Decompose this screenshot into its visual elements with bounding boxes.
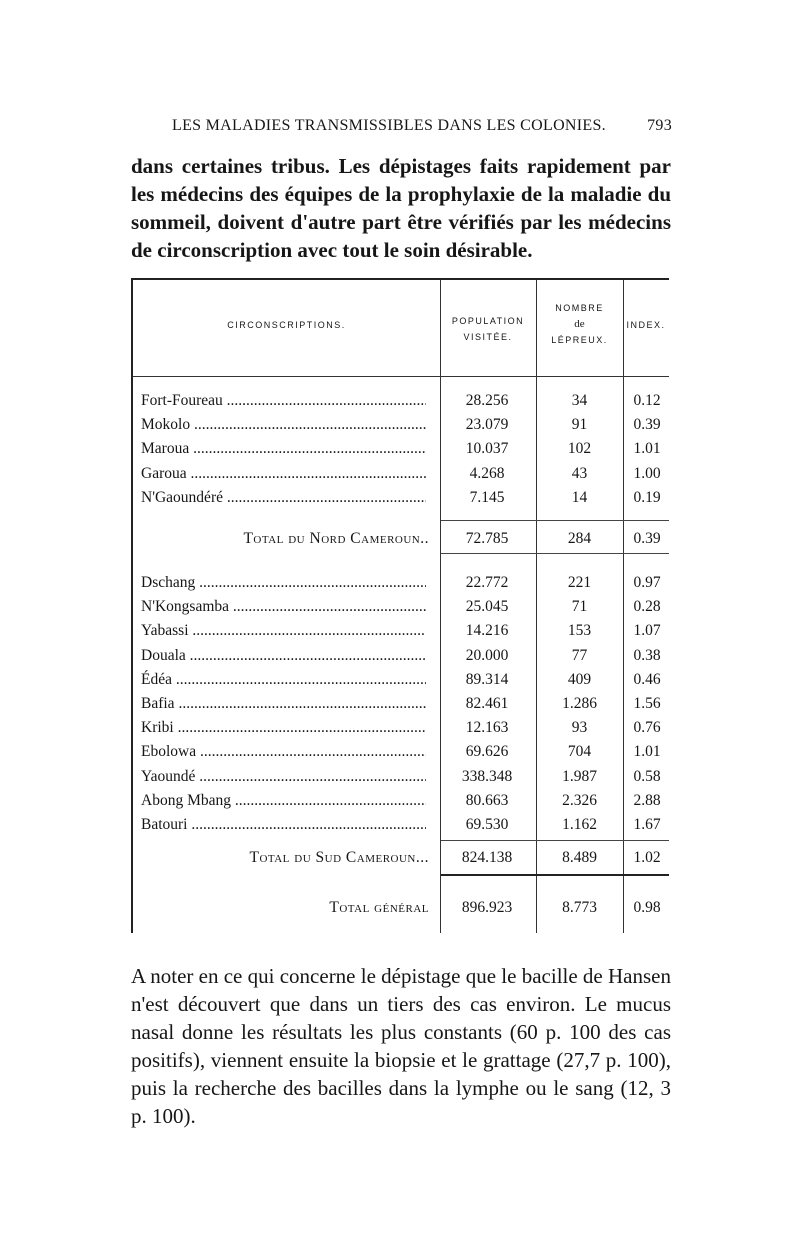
header-population bbox=[440, 313, 536, 345]
header-population-line1: POPULATION bbox=[451, 316, 525, 326]
lepreux-cell: 704 bbox=[567, 743, 592, 761]
lepreux-cell: 102 bbox=[567, 440, 592, 458]
lepreux-cell: 2.326 bbox=[562, 791, 597, 809]
subtotal-rule bbox=[441, 553, 669, 554]
population-cell: 7.145 bbox=[469, 488, 505, 506]
circonscription-name: Garoua ..... bbox=[141, 463, 426, 485]
north-total-lepreux: 284 bbox=[567, 530, 592, 547]
circonscription-name: Kribi ..... bbox=[141, 717, 426, 739]
circonscription-name: Maroua ..... bbox=[141, 438, 426, 460]
index-cell: 0.97 bbox=[633, 574, 661, 591]
index-cell: 1.67 bbox=[633, 816, 661, 833]
table-row bbox=[133, 645, 669, 667]
header-nombre-line3: LÉPREUX. bbox=[551, 335, 608, 345]
table-row bbox=[133, 438, 669, 460]
circonscription-name: Yaoundé ..... bbox=[141, 766, 426, 788]
index-cell: 0.28 bbox=[633, 598, 661, 616]
lepreux-cell: 1.987 bbox=[562, 767, 597, 785]
table-row bbox=[133, 717, 669, 739]
grand-total-row bbox=[133, 897, 669, 919]
lepreux-cell: 71 bbox=[571, 598, 588, 616]
table-row bbox=[133, 766, 669, 788]
population-cell: 14.216 bbox=[465, 622, 509, 640]
table-row bbox=[133, 390, 669, 412]
table-row bbox=[133, 487, 669, 509]
grand-total-label: Total général bbox=[329, 899, 429, 916]
table-row bbox=[133, 463, 669, 485]
lepreux-cell: 409 bbox=[567, 670, 592, 688]
index-cell: 0.76 bbox=[633, 719, 661, 737]
circonscription-name: Abong Mbang ..... bbox=[141, 790, 426, 812]
index-cell: 0.12 bbox=[633, 392, 661, 409]
subtotal-rule bbox=[441, 520, 669, 521]
index-cell: 0.39 bbox=[633, 416, 661, 434]
running-head bbox=[172, 117, 672, 135]
north-total-index: 0.39 bbox=[633, 530, 661, 547]
index-cell: 1.07 bbox=[633, 622, 661, 640]
population-cell: 82.461 bbox=[465, 695, 509, 712]
circonscription-name: Mokolo ..... bbox=[141, 414, 426, 436]
population-cell: 4.268 bbox=[469, 464, 505, 482]
circonscription-name: Ebolowa ..... bbox=[141, 741, 426, 763]
lepreux-cell: 221 bbox=[567, 574, 592, 591]
lepreux-cell: 43 bbox=[571, 464, 588, 482]
table-row bbox=[133, 596, 669, 618]
population-cell: 12.163 bbox=[465, 719, 509, 737]
table-row bbox=[133, 414, 669, 436]
north-total-label: Total du Nord Cameroun.. bbox=[243, 530, 429, 547]
population-cell: 10.037 bbox=[465, 440, 509, 458]
population-cell: 25.045 bbox=[465, 598, 509, 616]
table-row bbox=[133, 814, 669, 836]
header-circonscriptions: CIRCONSCRIPTIONS. bbox=[227, 320, 346, 330]
table-row bbox=[133, 693, 669, 715]
south-total-population: 824.138 bbox=[461, 849, 513, 866]
table-row bbox=[133, 572, 669, 594]
north-total-population: 72.785 bbox=[465, 530, 509, 547]
circonscription-name: N'Gaoundéré ..... bbox=[141, 487, 426, 509]
circonscription-name: Batouri ..... bbox=[141, 814, 426, 836]
table-row bbox=[133, 741, 669, 763]
intro-paragraph: dans certaines tribus. Les dépistages faits rapidement par les médecins des équipes de la prophylaxie de la maladie du sommeil, doivent d'autre part être vérifiés par les médecins de circonscription avec tout le soin désirable. bbox=[131, 154, 671, 262]
circonscription-name: Yabassi ..... bbox=[141, 620, 426, 642]
lepreux-cell: 1.162 bbox=[562, 816, 597, 833]
south-total-label: Total du Sud Cameroun... bbox=[249, 849, 429, 866]
circonscription-name: N'Kongsamba ..... bbox=[141, 596, 426, 618]
grand-total-index: 0.98 bbox=[633, 899, 661, 916]
index-cell: 1.00 bbox=[633, 464, 661, 482]
header-nombre-line2: de bbox=[574, 318, 585, 330]
header-nombre bbox=[536, 300, 623, 348]
circonscription-name: Dschang ..... bbox=[141, 572, 426, 594]
index-cell: 0.19 bbox=[633, 488, 661, 506]
index-cell: 0.58 bbox=[633, 767, 661, 785]
index-cell: 1.56 bbox=[633, 695, 661, 712]
table-row bbox=[133, 669, 669, 691]
population-cell: 23.079 bbox=[465, 416, 509, 434]
grand-total-lepreux: 8.773 bbox=[562, 899, 597, 916]
closing-paragraph: A noter en ce qui concerne le dépistage que le bacille de Hansen n'est découvert que dans un tiers des cas environ. Le mucus nasal donne les résultats les plus constants (60 p. 100 des cas positifs), viennent ensuite la biopsie et le grattage (27,7 p. 100), puis la recherche des bacilles dans la lymphe ou le sang (12, 3 p. 100). bbox=[131, 964, 671, 1128]
population-cell: 89.314 bbox=[465, 670, 509, 688]
south-total-index: 1.02 bbox=[633, 849, 661, 866]
running-title: LES MALADIES TRANSMISSIBLES DANS LES COLONIES. bbox=[172, 117, 606, 134]
table-row bbox=[133, 790, 669, 812]
population-cell: 69.530 bbox=[465, 816, 509, 833]
header-index: INDEX. bbox=[626, 320, 666, 330]
page-number: 793 bbox=[647, 117, 672, 134]
index-cell: 1.01 bbox=[633, 440, 661, 458]
lepreux-cell: 34 bbox=[571, 392, 588, 409]
lepreux-cell: 77 bbox=[571, 646, 588, 664]
header-nombre-line1: NOMBRE bbox=[555, 303, 604, 313]
leprosy-table bbox=[131, 278, 669, 933]
index-cell: 1.01 bbox=[633, 743, 661, 761]
south-total-lepreux: 8.489 bbox=[562, 849, 597, 866]
index-cell: 2.88 bbox=[633, 791, 661, 809]
circonscription-name: Fort-Foureau ..... bbox=[141, 390, 426, 412]
lepreux-cell: 14 bbox=[571, 488, 588, 506]
population-cell: 20.000 bbox=[465, 646, 509, 664]
header-population-line2: VISITÉE. bbox=[463, 332, 513, 342]
population-cell: 28.256 bbox=[465, 392, 509, 409]
population-cell: 338.348 bbox=[461, 767, 513, 785]
circonscription-name: Douala ..... bbox=[141, 645, 426, 667]
lepreux-cell: 91 bbox=[571, 416, 588, 434]
circonscription-name: Édéa ..... bbox=[141, 669, 426, 691]
circonscription-name: Bafia ..... bbox=[141, 693, 426, 715]
index-cell: 0.46 bbox=[633, 670, 661, 688]
grand-total-rule bbox=[441, 874, 669, 876]
south-total-row bbox=[133, 847, 669, 869]
lepreux-cell: 93 bbox=[571, 719, 588, 737]
lepreux-cell: 1.286 bbox=[562, 695, 597, 712]
population-cell: 80.663 bbox=[465, 791, 509, 809]
population-cell: 69.626 bbox=[465, 743, 509, 761]
lepreux-cell: 153 bbox=[567, 622, 592, 640]
north-total-row bbox=[133, 528, 669, 550]
population-cell: 22.772 bbox=[465, 574, 509, 591]
table-row bbox=[133, 620, 669, 642]
grand-total-population: 896.923 bbox=[461, 899, 513, 916]
header-rule bbox=[133, 376, 669, 377]
index-cell: 0.38 bbox=[633, 646, 661, 664]
subtotal-rule bbox=[441, 840, 669, 841]
